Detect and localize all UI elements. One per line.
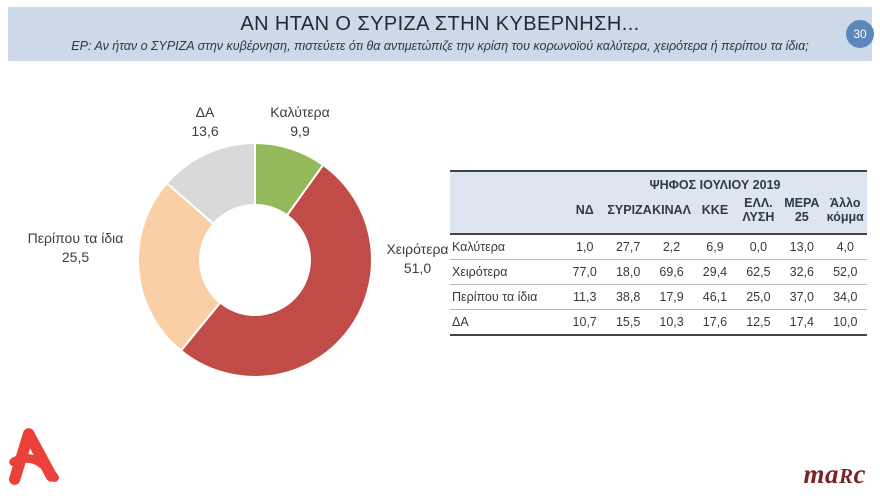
crosstab-table (450, 170, 867, 336)
table-cell: 6,9 (706, 240, 724, 254)
donut-label-value: 25,5 (61, 249, 90, 265)
table-cell: 13,0 (789, 240, 814, 254)
table-cell: 25,0 (737, 285, 780, 310)
table-corner-cell (450, 193, 563, 234)
donut-label-name: Περίπου τα ίδια (27, 230, 124, 246)
donut-label-kalytera (250, 103, 350, 141)
table-cell: 12,5 (737, 310, 780, 336)
table-cell: 38,8 (606, 285, 649, 310)
donut-label-da (155, 103, 255, 141)
table-cell: 62,5 (737, 260, 780, 285)
table-cell: 15,5 (606, 310, 649, 336)
table-cell: 29,4 (693, 260, 736, 285)
page-title: ΑΝ ΗΤΑΝ Ο ΣΥΡΙΖΑ ΣΤΗΝ ΚΥΒΕΡΝΗΣΗ... (240, 13, 640, 35)
table-cell: 77,0 (563, 260, 606, 285)
table-cell: 46,1 (693, 285, 736, 310)
marc-logo-part: c (853, 459, 866, 489)
column-header: ΚΚΕ (693, 193, 736, 234)
table-cell: 32,6 (780, 260, 823, 285)
table-cell: 52,0 (824, 260, 867, 285)
column-header: ΣΥΡΙΖΑ (606, 193, 649, 234)
table-cell: 27,7 (615, 240, 641, 254)
table-cell: 4,0 (836, 240, 854, 254)
table-corner-cell (450, 171, 563, 193)
column-header: ΚΙΝΑΛ (650, 193, 693, 234)
table-cell: 0,0 (749, 240, 768, 254)
donut-label-value: 13,6 (191, 123, 219, 139)
donut-label-value: 9,9 (290, 123, 310, 139)
alpha-tv-logo (6, 426, 60, 486)
table-cell: 18,0 (606, 260, 649, 285)
row-label: Περίπου τα ίδια (450, 285, 563, 310)
table-row (450, 310, 867, 336)
row-label: ΔΑ (450, 310, 563, 336)
donut-label-name: Χειρότερα (386, 241, 449, 257)
table-cell: 2,2 (662, 240, 681, 254)
donut-chart (136, 141, 374, 379)
marc-logo-part: ma (803, 459, 839, 489)
table-cell: 69,6 (650, 260, 693, 285)
table-cell: 34,0 (824, 285, 867, 310)
column-header: ΜΕΡΑ 25 (780, 193, 823, 234)
header-band (8, 7, 872, 61)
table-row (450, 260, 867, 285)
column-header: ΕΛΛ. ΛΥΣΗ (737, 193, 780, 234)
table-cell: 1,0 (576, 240, 594, 254)
donut-label-peripou-ta-idia (3, 229, 148, 267)
table-cell: 10,3 (650, 310, 693, 336)
table-row (450, 234, 867, 260)
column-header: ΝΔ (563, 193, 606, 234)
table-cell: 10,7 (563, 310, 606, 336)
table-cell: 10,0 (824, 310, 867, 336)
marc-logo-part: R (839, 464, 854, 488)
column-header: Άλλο κόμμα (824, 193, 867, 234)
donut-label-value: 51,0 (403, 260, 432, 276)
table-cell: 11,3 (563, 285, 606, 310)
donut-label-name: ΔΑ (195, 104, 215, 120)
table-cell: 17,6 (693, 310, 736, 336)
table-cell: 17,9 (650, 285, 693, 310)
table-group-header: ΨΗΦΟΣ ΙΟΥΛΙΟΥ 2019 (563, 171, 867, 193)
page-number-badge: 30 (846, 20, 874, 48)
donut-label-name: Καλύτερα (270, 104, 330, 120)
row-label: Καλύτερα (452, 240, 506, 254)
question-subtitle: ΕΡ: Αν ήταν ο ΣΥΡΙΖΑ στην κυβέρνηση, πιστεύετε ότι θα αντιμετώπιζε την κρίση του κορωνοϊού καλύτερα, χειρότερα ή περίπου τα ίδια; (71, 39, 809, 53)
table-cell: 17,4 (780, 310, 823, 336)
table-cell: 37,0 (780, 285, 823, 310)
row-label: Χειρότερα (450, 260, 563, 285)
table-row (450, 285, 867, 310)
marc-logo (803, 459, 866, 490)
crosstab-table-wrap (450, 170, 867, 336)
